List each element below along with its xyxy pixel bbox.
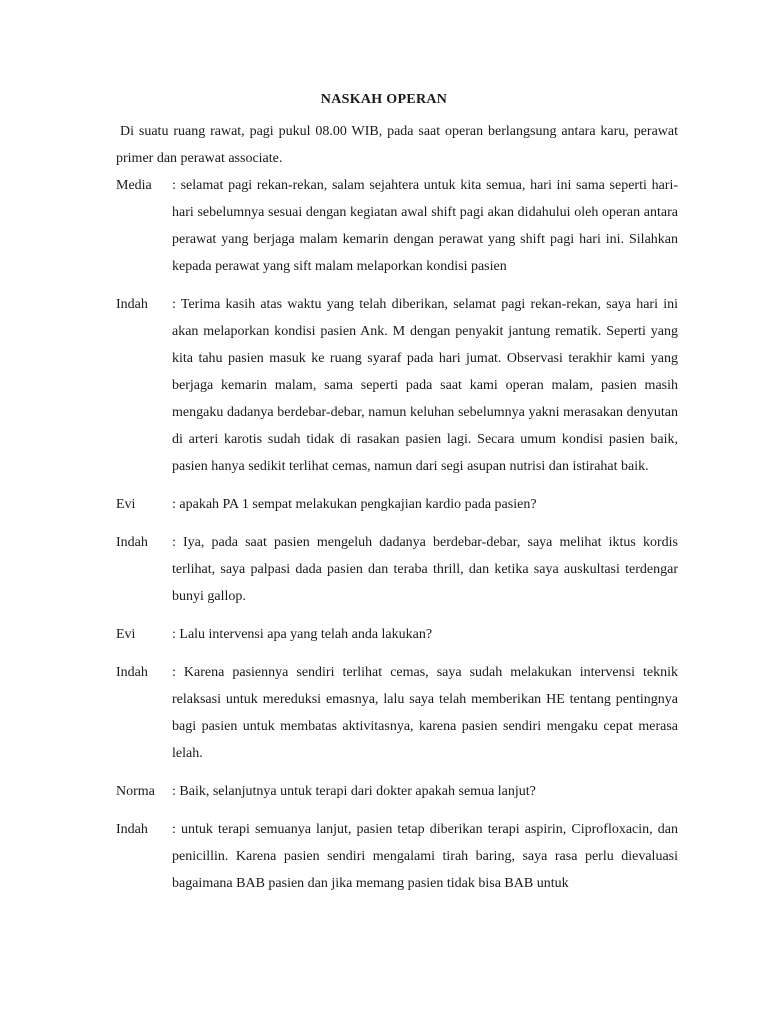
- dialogue-turn: [116, 291, 678, 480]
- dialogue-turn: [116, 659, 678, 767]
- utterance-text: : Iya, pada saat pasien mengeluh dadanya berdebar-debar, saya melihat iktus kordis terlihat, saya palpasi dada pasien dan teraba thrill, dan ketika saya auskultasi terdengar bunyi gallop.: [172, 535, 678, 604]
- document-title: NASKAH OPERAN: [320, 92, 448, 107]
- speaker-name: Indah: [116, 665, 148, 680]
- intro-text: Di suatu ruang rawat, pagi pukul 08.00 WIB, pada saat operan berlangsung antara karu, perawat primer dan perawat associate.: [116, 124, 678, 166]
- dialogue-turn: [116, 529, 678, 610]
- dialogue-turn: [116, 778, 678, 805]
- utterance-text: : selamat pagi rekan-rekan, salam sejahtera untuk kita semua, hari ini sama seperti hari-hari sebelumnya sesuai dengan kegiatan awal shift pagi akan didahului oleh operan antara perawat yang berjaga malam kemarin dengan perawat yang shift pagi hari ini. Silahkan kepada perawat yang sift malam melaporkan kondisi pasien: [172, 178, 678, 274]
- utterance-text: : Lalu intervensi apa yang telah anda lakukan?: [172, 627, 433, 642]
- speaker-name: Indah: [116, 297, 148, 312]
- dialogue-turn: [116, 172, 678, 280]
- utterance-text: : Terima kasih atas waktu yang telah diberikan, selamat pagi rekan-rekan, saya hari ini akan melaporkan kondisi pasien Ank. M dengan penyakit jantung rematik. Seperti yang kita tahu pasien masuk ke ruang syaraf pada hari jumat. Observasi terakhir kami yang berjaga kemarin malam, sama seperti pada saat kami operan malam, pasien masih mengaku dadanya berdebar-debar, namun keluhan sebelumnya yakni merasakan denyutan di arteri karotis sudah tidak di rasakan pasien lagi. Secara umum kondisi pasien baik, pasien hanya sedikit terlihat cemas, namun dari segi asupan nutrisi dan istirahat baik.: [172, 297, 678, 474]
- intro-paragraph: [116, 118, 678, 172]
- dialogue: [116, 172, 678, 908]
- utterance-text: : Karena pasiennya sendiri terlihat cemas, saya sudah melakukan intervensi teknik relaksasi untuk mereduksi emasnya, lalu saya telah memberikan HE tentang pentingnya bagi pasien untuk membatas aktivitasnya, karena pasien sendiri mengaku cepat merasa lelah.: [172, 665, 678, 761]
- dialogue-turn: [116, 816, 678, 897]
- utterance-text: : apakah PA 1 sempat melakukan pengkajian kardio pada pasien?: [172, 497, 537, 512]
- speaker-name: Indah: [116, 822, 148, 837]
- speaker-name: Indah: [116, 535, 148, 550]
- speaker-name: Media: [116, 178, 152, 193]
- dialogue-turn: [116, 621, 678, 648]
- dialogue-turn: [116, 491, 678, 518]
- speaker-name: Evi: [116, 627, 136, 642]
- speaker-name: Evi: [116, 497, 136, 512]
- speaker-name: Norma: [116, 784, 155, 799]
- utterance-text: : Baik, selanjutnya untuk terapi dari dokter apakah semua lanjut?: [172, 784, 536, 799]
- utterance-text: : untuk terapi semuanya lanjut, pasien tetap diberikan terapi aspirin, Ciprofloxacin, dan penicillin. Karena pasien sendiri mengalami tirah baring, saya rasa perlu dievaluasi bagaimana BAB pasien dan jika memang pasien tidak bisa BAB untuk: [172, 822, 678, 891]
